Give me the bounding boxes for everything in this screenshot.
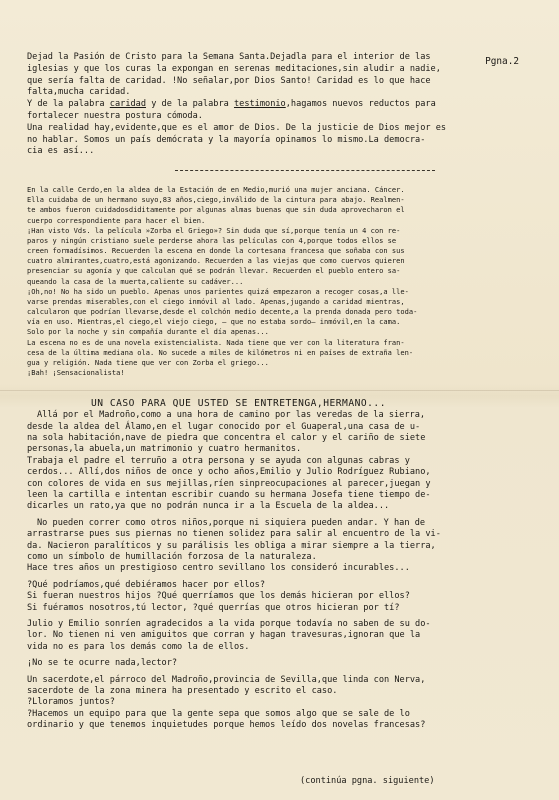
text-line: te ambos fueron cuidadosdiditamente por algunas almas buenas que sin duda aprovecharon el — [27, 205, 405, 215]
text-line: ordinario y que tenemos inquietudes porque hemos leído dos novelas francesas? — [27, 720, 426, 731]
text-line: cuerpo correspondiente para hacer el bien. — [27, 215, 206, 225]
text-line: Trabaja el padre el terruño a otra persona y se ayuda con algunas cabras y — [27, 455, 410, 466]
text-line: gua y religión. Nada tiene que ver con Zorba el griego... — [27, 357, 269, 367]
underlined-word-caridad: caridad — [109, 99, 147, 110]
text-line: No pueden correr como otros niños,porque ni siquiera pueden andar. Y han de — [37, 517, 426, 528]
text-line: cerdos... Allí,dos niños de once y ocho años,Emilio y Julio Rodríguez Rubiano, — [27, 467, 431, 478]
continuation-note: (continúa pgna. siguiente) — [300, 776, 435, 786]
text-line: personas,la abuela,un matrimonio y cuatro hermanitos. — [27, 444, 302, 455]
text-line: Un sacerdote,el párroco del Madroño,provincia de Sevilla,que linda con Nerva, — [27, 674, 426, 685]
text-line: da. Nacieron paralíticos y su parálisis les obliga a mirar siempre a la tierra, — [27, 540, 436, 551]
text-line: ?Hacemos un equipo para que la gente sepa que somos algo que se sale de lo — [27, 708, 410, 719]
text-line: ¡No se te ocurre nada,lector? — [27, 658, 178, 669]
text-line: como un símbolo de humillación forzosa de la naturaleza. — [27, 552, 317, 563]
text-line-underlined-words — [27, 99, 529, 111]
text-line: La escena no es de una novela existencialista. Nada tiene que ver con la literatura fran- — [27, 337, 405, 347]
text-line: ?Lloramos juntos? — [27, 697, 115, 708]
text-line: iglesias y que los curas la expongan en serenas meditaciones,sin aludir a nadie, — [27, 63, 441, 74]
text-line: Una realidad hay,evidente,que es el amor de Dios. De la justicie de Dios mejor es — [27, 122, 447, 133]
text-line: ¡Oh,no! No ha sido un pueblo. Apenas unos parientes quizá empezaron a recoger cosas,a lle- — [27, 286, 409, 296]
text-line: falta,mucha caridad. — [27, 87, 131, 98]
text-line: ¡Bah! ¡Sensacionalista! — [27, 367, 125, 377]
text-line: no hablar. Somos un país demócrata y la mayoría opinamos lo mismo.La democra- — [27, 134, 426, 145]
underlined-word-testimonio: testimonio — [233, 99, 286, 110]
text-line: lor. No tienen ni ven amiguitos que corran y hagan travesuras,ignoran que la — [27, 630, 421, 641]
case-title: UN CASO PARA QUE USTED SE ENTRETENGA,HERMANO... — [91, 398, 386, 410]
text-line: presenciar su agonía y que calculan qué se podrán llevar. Recuerden el pueblo entero sa- — [27, 266, 401, 276]
text-line: Hace tres años un prestigioso centro sevillano los consideró incurables... — [27, 563, 410, 574]
text-line: cia es así... — [27, 146, 95, 157]
text-line: ¡Han visto Vds. la película »Zorba el Griego»? Sin duda que sí,porque tenía un 4 con re- — [27, 225, 401, 235]
text-line: En la calle Cerdo,en la aldea de la Estación de en Medio,murió una mujer anciana. Cáncer. — [27, 185, 405, 195]
text-line: cuatro almirantes,cuatro,está agonizando. Recuerden a las viejas que como cuervos quieren — [27, 256, 405, 266]
text-line: Si fueran nuestros hijos ?Qué querríamos que los demás hicieran por ellos? — [27, 591, 410, 602]
text-line: paros y ningún cristiano suele perderse ahora las películas con 4,porque todos ellos se — [27, 235, 397, 245]
text-line: que sería falta de caridad. !No señalar,por Dios Santo! Caridad es lo que hace — [27, 75, 431, 86]
text-line: ?Qué podríamos,qué debiéramos hacer por ellos? — [27, 579, 265, 590]
top-section — [27, 52, 529, 158]
text-line: dicarles un rato,ya que no podrán nunca ir a la Escuela de la aldea... — [27, 501, 390, 512]
text-line: sacerdote de la zona minera ha presentado y escrito el caso. — [27, 686, 338, 697]
page-number: Pgna.2 — [485, 56, 519, 67]
text-line: vía en uso. Mientras,el ciego,el viejo ciego, — que no estaba sordo— inmóvil,en la cama. — [27, 317, 401, 327]
middle-section — [27, 185, 529, 378]
text-line: calcularon que podrían llevarse,desde el colchón medio decente,a la prenda donada pero toda- — [27, 307, 418, 317]
text-line: desde la aldea del Álamo,en el lugar conocido por el Guaperal,una casa de u- — [27, 421, 421, 432]
text-line: Ella cuidaba de un hermano suyo,83 años,ciego,inválido de la cintura para abajo. Realmen- — [27, 195, 405, 205]
text-line: Dejad la Pasión de Cristo para la Semana Santa.Dejadla para el interior de las — [27, 52, 431, 62]
bottom-section — [27, 398, 529, 732]
text-line: creen formadísimos. Recuerden la escena en donde la cortesana francesa que soñaba con sus — [27, 246, 405, 256]
text-line: vida no es para los demás como la de ellos. — [27, 641, 250, 652]
text-line: cesa de la última mediana ola. No sucede a miles de kilómetros ni en países de extraña len- — [27, 347, 414, 357]
text-line: Solo por la noche y sin compañía durante el día apenas... — [27, 327, 269, 337]
text-line: na sola habitación,nave de piedra que concentra el calor y el cariño de siete — [27, 432, 426, 443]
section-divider — [175, 170, 435, 171]
paper-fold-line — [0, 390, 559, 391]
text-line: Allá por el Madroño,como a una hora de camino por las veredas de la sierra, — [37, 410, 426, 421]
text-line: queando la casa de la muerta,caliente su cadáver... — [27, 276, 244, 286]
text-line: varse prendas miserables,con el ciego inmóvil al lado. Apenas,jugando a caridad mientras, — [27, 296, 405, 306]
text-line: fortalecer nuestra postura cómoda. — [27, 110, 203, 121]
text-line: con colores de vida en sus mejillas,ríen sinpreocupaciones al parecer,juegan y — [27, 478, 431, 489]
text-line: Si fuéramos nosotros,tú lector, ?qué querrías que otros hicieran por tí? — [27, 602, 400, 613]
text-line: Julio y Emilio sonríen agradecidos a la vida porque todavía no saben de su do- — [27, 619, 431, 630]
text-fragment: y de la palabra — [146, 99, 234, 110]
text-fragment: ,hagamos nuevos reductos para — [285, 99, 436, 110]
text-fragment: Y de la palabra — [27, 99, 110, 110]
text-line: arrastrarse pues sus piernas no tienen solidez para salir al encuentro de la vi- — [27, 529, 441, 540]
text-line: leen la cartilla e intentan escribir cuando su hermana Josefa tiene tiempo de- — [27, 489, 431, 500]
